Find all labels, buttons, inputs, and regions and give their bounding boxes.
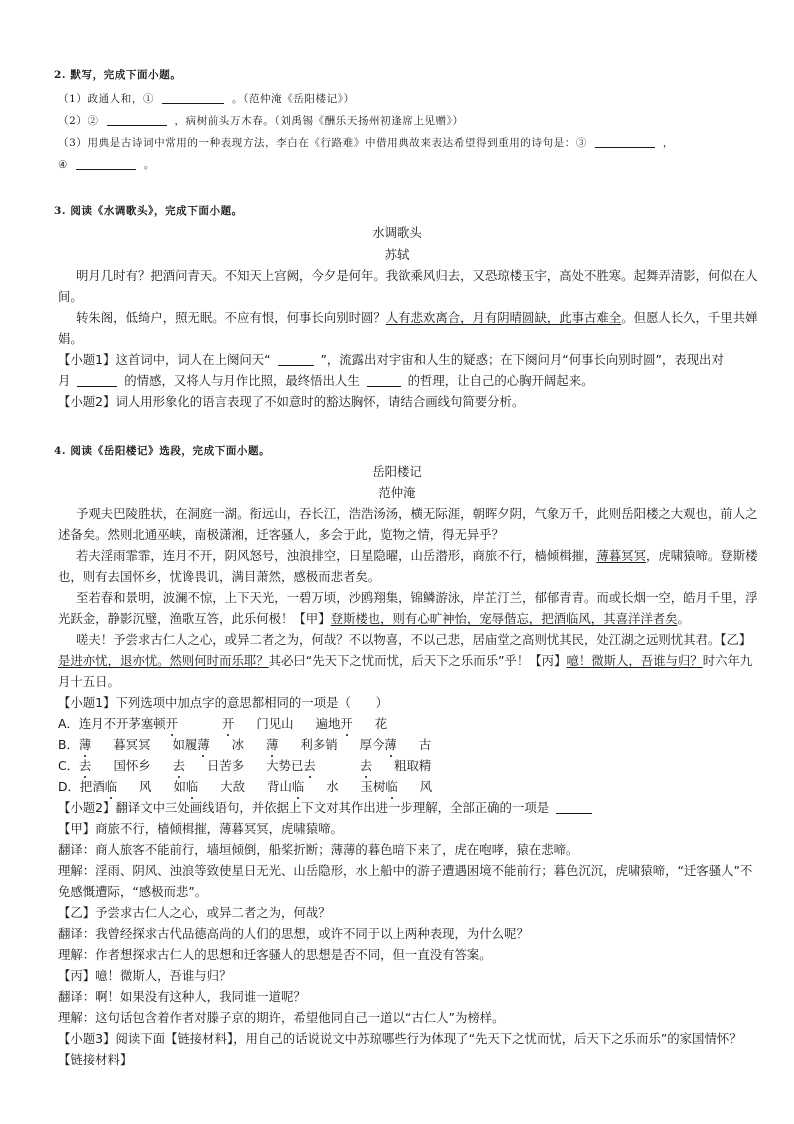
q4-subq-2: [58, 802, 592, 814]
emphasis-dot-char: 薄: [78, 737, 92, 752]
q2-item-1-text-a: （1）政通人和，①: [58, 93, 155, 105]
emphasis-dot-char: 薄: [197, 737, 210, 752]
yi-understanding: 理解：作者想探求古仁人的思想和迁客骚人的思想是否不同，但一直没有答案。: [58, 947, 492, 962]
poem-author: 苏轼: [384, 247, 410, 262]
emphasis-dot-char: 临: [185, 779, 199, 794]
emphasis-dot-char: 临: [104, 779, 118, 794]
emphasis-dot-char: 开: [165, 716, 178, 731]
q4-option-c[interactable]: [58, 760, 453, 772]
text-author: 范仲淹: [378, 485, 416, 500]
q2-blank-3[interactable]: [595, 136, 655, 148]
emphasis-dot-char: 临: [385, 779, 398, 794]
q2-item-1-text-b: 。（范仲淹《岳阳楼记》）: [232, 93, 355, 105]
link-material-label: 【链接材料】: [58, 1052, 133, 1067]
q2-blank-4[interactable]: [76, 158, 136, 170]
q4-blank-1[interactable]: [556, 802, 592, 814]
q3-subq-1-line-2: [58, 375, 593, 387]
emphasis-dot-char: 去: [79, 758, 92, 773]
bing-sentence: 【丙】噫！微斯人，吾谁与归？: [58, 968, 232, 983]
q2-blank-1[interactable]: [162, 92, 224, 104]
q2-title: 2. 默写，完成下面小题。: [54, 69, 182, 81]
text-para-4b-mid: 其必曰“先天下之忧而忧，后天下之乐而乐”乎！【丙】: [268, 653, 567, 668]
poem-title: 水调歌头: [372, 225, 422, 240]
option-d-3: 背山临 水: [267, 779, 339, 794]
text-underlined-yi: 是进亦忧，退亦忧。然则何时而乐耶？: [58, 653, 269, 668]
poem-line-2a-post: 。但愿人长久，千里共婵: [621, 310, 758, 325]
text-para-3b-post: 。: [677, 611, 690, 626]
text-para-2a-pre: 若夫淫雨霏霏，连月不开，阴风怒号，浊浪排空，日星隐曜，山岳潜形，商旅不行，樯倾楫摧，: [76, 548, 597, 563]
q3-subq-1-line-1: [58, 354, 724, 366]
option-c-4: 去 粗取精: [359, 758, 432, 773]
jia-understanding-2: 免感慨遭际，“感极而悲”。: [58, 884, 208, 899]
q3-title: 3. 阅读《水调歌头》，完成下面小题。: [54, 205, 243, 217]
text-para-2a: [76, 550, 757, 562]
emphasis-dot-char: 去: [359, 758, 373, 773]
text-underlined-jia: 登斯楼也，则有心旷神怡，宠辱偕忘，把酒临风，其喜洋洋者矣: [330, 611, 678, 626]
q2-blank-2[interactable]: [107, 114, 167, 126]
poem-underlined-line: 人有悲欢离合，月有阴晴圆缺，此事古难全: [385, 310, 622, 325]
yi-sentence: 【乙】予尝求古仁人之心，或异二者之为，何哉？: [58, 905, 331, 920]
q4-option-a[interactable]: [58, 718, 409, 730]
q2-item-2-text-b: ，病树前头万木春。（刘禹锡《酬乐天扬州初逢席上见赠》）: [174, 115, 464, 127]
option-b-1: B．薄 暮冥冥: [58, 737, 151, 752]
poem-line-2b: 娟。: [58, 331, 83, 346]
q4-title: 4. 阅读《岳阳楼记》选段，完成下面小题。: [54, 445, 271, 457]
option-b-2: 如履薄 冰: [172, 737, 245, 752]
option-a-2: 开 门见山: [222, 716, 294, 731]
q4-option-d[interactable]: [58, 781, 454, 793]
text-para-3b: [58, 613, 690, 625]
option-a-1: A．连月不开茅塞顿开: [58, 716, 178, 731]
option-a-3: 遍地开 花: [315, 716, 388, 731]
yi-translation: 翻译：我曾经探求古代品德高尚的人们的思想，或许不同于以上两种表现，为什么呢？: [58, 926, 529, 941]
q2-item-4-text-b: 。: [143, 159, 156, 171]
q4-subq-2-text: 【小题2】翻译文中三处画线语句，并依据上下文对其作出进一步理解，全部正确的一项是: [58, 800, 550, 815]
option-d-1: D．把酒临 风: [58, 779, 152, 794]
q2-item-1: [58, 92, 355, 105]
q3-blank-3[interactable]: [367, 375, 401, 387]
text-para-3a: 至若春和景明，波澜不惊，上下天光，一碧万顷，沙鸥翔集，锦鳞游泳，岸芷汀兰，郁郁青青。而或长烟一空，皓月千里，浮: [76, 590, 758, 605]
q3-subq-2: 【小题2】词人用形象化的语言表现了不如意时的豁达胸怀，请结合画线句简要分析。: [58, 394, 525, 409]
q2-item-3: [58, 136, 674, 149]
jia-sentence: 【甲】商旅不行，樯倾楫摧，薄暮冥冥，虎啸猿啼。: [58, 821, 343, 836]
text-para-4a: 嗟夫！予尝求古仁人之心，或异二者之为，何哉？不以物喜，不以己悲，居庙堂之高则忧其民，处江湖之远则忧其君。【乙】: [76, 632, 752, 647]
poem-line-2a: [76, 312, 757, 324]
q3-subq-1-pre: 【小题1】这首词中，词人在上阕问天“: [58, 352, 271, 367]
text-underlined-jia-part: 薄暮冥冥: [596, 548, 646, 563]
q2-item-2: [58, 114, 464, 127]
q4-option-b[interactable]: [58, 739, 453, 751]
text-para-2a-post: ，虎啸猿啼。登斯楼: [645, 548, 758, 563]
bing-understanding: 理解：这句话包含着作者对滕子京的期许，希望他同自己一道以“古仁人”为榜样。: [58, 1010, 505, 1025]
jia-translation: 翻译：商人旅客不能前行，墙垣倾倒，船桨折断；薄薄的暮色暗下来了，虎在咆哮，猿在悲啼。: [58, 842, 579, 857]
q2-item-4: [58, 158, 155, 171]
text-para-4c: 月十五日。: [58, 674, 120, 689]
text-para-2b: 也，则有去国怀乡，忧谗畏讥，满目萧然，感极而悲者矣。: [58, 569, 381, 584]
option-c-3: 大势已去: [266, 758, 316, 773]
q2-item-3-text-b: ，: [662, 137, 674, 149]
option-c-2: 去 日苦多: [172, 758, 245, 773]
text-para-1b: 述备矣。然则北通巫峡，南极潇湘，迁客骚人，多会于此，览物之情，得无异乎？: [58, 527, 505, 542]
text-para-3b-pre: 光跃金，静影沉璧，渔歌互答，此乐何极！【甲】: [58, 611, 331, 626]
q3-subq-1-line-2-post: 的哲理，让自己的心胸开阔起来。: [407, 373, 594, 388]
option-d-4: 玉树临 风: [360, 779, 433, 794]
emphasis-dot-char: 去: [172, 758, 185, 773]
text-para-4b: [58, 655, 752, 667]
text-para-1a: 予观夫巴陵胜状，在洞庭一湖。衔远山，吞长江，浩浩汤汤，横无际涯，朝晖夕阴，气象万千，此则岳阳楼之大观也，前人之: [76, 506, 758, 521]
q3-subq-1-line-2-mid: 的情感，又将人与月作比照，最终悟出人生: [124, 373, 360, 388]
emphasis-dot-char: 薄: [384, 737, 397, 752]
option-d-2: 如临 大敌: [173, 779, 246, 794]
emphasis-dot-char: 开: [222, 716, 235, 731]
q3-blank-1[interactable]: [278, 354, 314, 366]
emphasis-dot-char: 去: [303, 758, 316, 773]
option-b-4: 厚今薄 古: [359, 737, 432, 752]
q2-item-2-text-a: （2）②: [58, 115, 99, 127]
emphasis-dot-char: 薄: [266, 737, 279, 752]
q3-subq-1-line-2-pre: 月: [58, 373, 71, 388]
emphasis-dot-char: 临: [291, 779, 305, 794]
text-title: 岳阳楼记: [372, 464, 422, 479]
poem-line-1b: 间。: [58, 289, 83, 304]
poem-line-1a: 明月几时有？把酒问青天。不知天上宫阙，今夕是何年。我欲乘风归去，又恐琼楼玉宇，高处不胜寒。起舞弄清影，何似在人: [76, 268, 758, 283]
poem-line-2a-pre: 转朱阁，低绮户，照无眠。不应有恨，何事长向别时圆？: [76, 310, 386, 325]
emphasis-dot-char: 开: [340, 716, 353, 731]
option-c-1: C．去 国怀乡: [58, 758, 151, 773]
q2-item-3-text-a: （3）用典是古诗词中常用的一种表现方法，李白在《行路难》中借用典故来表达希望得到重用的诗句是：③: [58, 137, 587, 149]
q3-blank-2[interactable]: [77, 375, 117, 387]
text-para-4b-post: 时六年九: [702, 653, 753, 668]
option-b-3: 薄 利多销: [266, 737, 338, 752]
q2-item-4-text-a: ④: [58, 159, 69, 171]
jia-understanding-1: 理解：淫雨、阴风、浊浪等致使星日无光、山岳隐形，水上船中的游子遭遇困境不能前行；暮色沉沉，虎啸猿啼，“迁客骚人”不: [58, 863, 753, 878]
q4-subq-3: 【小题3】阅读下面【链接材料】，用自己的话说说文中苏琼哪些行为体现了“先天下之忧而忧，后天下之乐而乐”的家国情怀？: [58, 1031, 742, 1046]
q3-subq-1-mid: ”，流露出对宇宙和人生的疑惑；在下阕问月“何事长向别时圆”，表现出对: [320, 352, 724, 367]
bing-translation: 翻译：啊！如果没有这种人，我同谁一道呢？: [58, 989, 306, 1004]
text-underlined-bing: 噫！微斯人，吾谁与归？: [566, 653, 703, 668]
q4-subq-1: 【小题1】下列选项中加点字的意思都相同的一项是（ ）: [58, 695, 389, 710]
